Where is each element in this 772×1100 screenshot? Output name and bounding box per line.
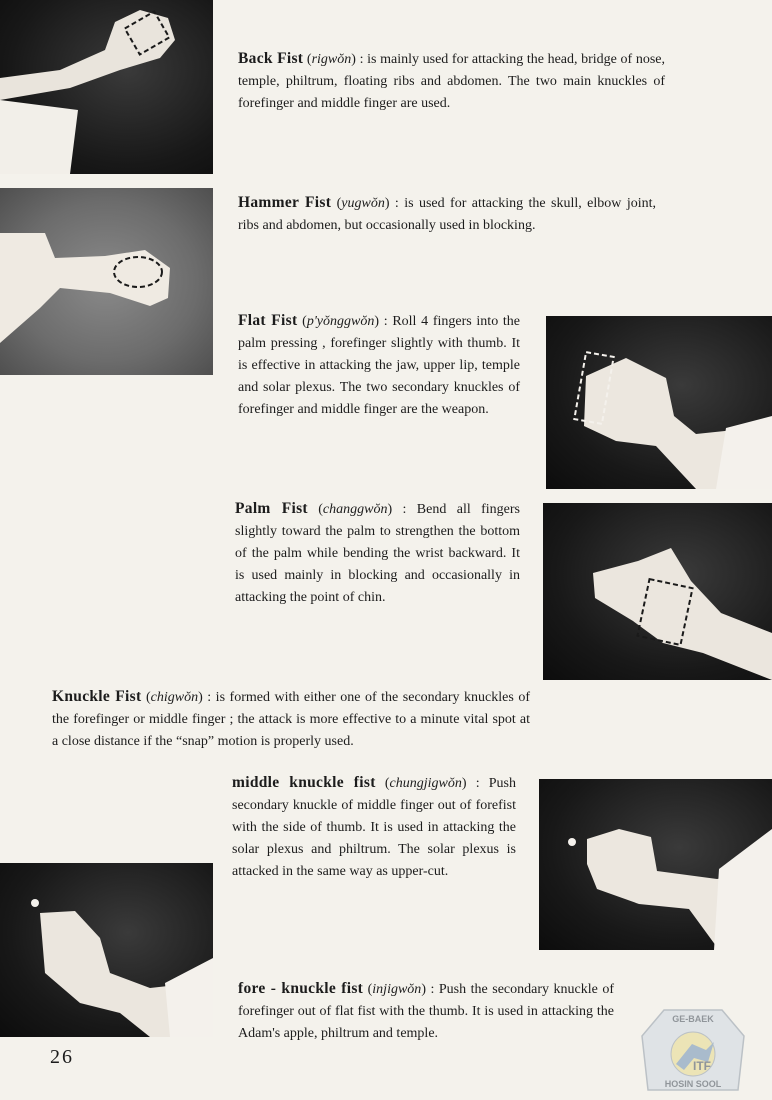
palm-fist-romanization: changgwŏn [322, 502, 388, 517]
palm-fist-term: Palm Fist [235, 500, 308, 517]
knuckle-fist-term: Knuckle Fist [52, 688, 142, 705]
middle-knuckle-fist-romanization: chungjigwŏn [389, 776, 462, 791]
hammer-fist-romanization: yugwŏn [341, 196, 385, 211]
gebaek-itf-watermark-logo [634, 1006, 752, 1094]
photo-middle-knuckle-fist [539, 779, 772, 950]
logo-top-text: GE-BAEK [672, 1014, 714, 1024]
photo-fore-knuckle-fist [0, 863, 213, 1037]
logo-bottom-text: HOSIN SOOL [664, 1079, 722, 1089]
logo-mid-text: ITF [693, 1059, 711, 1073]
middle-knuckle-fist-description: : Push secondary knuckle of middle finger out of forefist with the side of thumb. It is used in attacking the solar plexus and philtrum. The solar plexus is attacked in the same way as upper-cut. [232, 776, 516, 879]
knuckle-fist-description: : is formed with either one of the secondary knuckles of the forefinger or middle finger ; the attack is more effective to a minute vital spot at a close distance if the “snap” motion is properly used. [52, 690, 530, 749]
palm-fist-text: Palm Fist (changgwŏn) : Bend all fingers slightly toward the palm to strengthen the bottom of the palm while bending the wrist backward. It is used mainly in blocking and occasionally in attacking the point of chin. [235, 500, 520, 605]
flat-fist-romanization: p'yŏnggwŏn [306, 314, 375, 329]
flat-fist-text: Flat Fist (p'yŏnggwŏn) : Roll 4 fingers into the palm pressing , forefinger slightly with thumb. It is effective in attacking the jaw, upper lip, temple and solar plexus. The two secondary knuckles of forefinger and middle finger are the weapon. [238, 312, 521, 417]
back-fist-text: Back Fist (rigwŏn) : is mainly used for attacking the head, bridge of nose, temple, philtrum, floating ribs and abdomen. The two main knuckles of forefinger and middle finger are used. [238, 50, 666, 111]
fore-knuckle-fist-term: fore - knuckle fist [238, 980, 364, 997]
hammer-fist-description: : is used for attacking the skull, elbow joint, ribs and abdomen, but occasionally used in blocking. [238, 196, 656, 233]
page-number: 26 [50, 1046, 74, 1068]
photo-back-fist [0, 0, 213, 174]
knuckle-fist-romanization: chigwŏn [150, 690, 199, 705]
flat-fist-description: : Roll 4 fingers into the palm pressing , forefinger slightly with thumb. It is effective in attacking the jaw, upper lip, temple and solar plexus. The two secondary knuckles of forefinger and middle finger are the weapon. [238, 314, 521, 417]
hammer-fist-text: Hammer Fist (yugwŏn) : is used for attacking the skull, elbow joint, ribs and abdomen, but occasionally used in blocking. [238, 194, 656, 233]
fore-knuckle-fist-description: : Push the secondary knuckle of forefinger out of flat fist with the thumb. It is used in attacking the Adam's apple, philtrum and temple. [238, 982, 614, 1041]
flat-fist-term: Flat Fist [238, 312, 298, 329]
back-fist-description: : is mainly used for attacking the head, bridge of nose, temple, philtrum, floating ribs and abdomen. The two main knuckles of forefinger and middle finger are used. [238, 52, 666, 111]
palm-fist-description: : Bend all fingers slightly toward the palm to strengthen the bottom of the palm while bending the wrist backward. It is used mainly in blocking and occasionally in attacking the point of chin. [235, 502, 520, 605]
photo-hammer-fist [0, 188, 213, 375]
hammer-fist-term: Hammer Fist [238, 194, 332, 211]
knuckle-fist-text: Knuckle Fist (chigwŏn) : is formed with either one of the secondary knuckles of the forefinger or middle finger ; the attack is more effective to a minute vital spot at a close distance if the “snap” motion is properly used. [52, 688, 530, 749]
fore-knuckle-fist-romanization: injigwŏn [372, 982, 422, 997]
middle-knuckle-fist-text: middle knuckle fist (chungjigwŏn) : Push secondary knuckle of middle finger out of forefist with the side of thumb. It is used in attacking the solar plexus and philtrum. The solar plexus is attacked in the same way as upper-cut. [232, 774, 516, 879]
fore-knuckle-fist-text: fore - knuckle fist (injigwŏn) : Push the secondary knuckle of forefinger out of flat fist with the thumb. It is used in attacking the Adam's apple, philtrum and temple. [238, 980, 614, 1041]
back-fist-term: Back Fist [238, 50, 304, 67]
photo-flat-fist [546, 316, 772, 489]
back-fist-romanization: rigwŏn [311, 52, 352, 67]
middle-knuckle-fist-term: middle knuckle fist [232, 774, 376, 791]
photo-palm-fist [543, 503, 772, 680]
